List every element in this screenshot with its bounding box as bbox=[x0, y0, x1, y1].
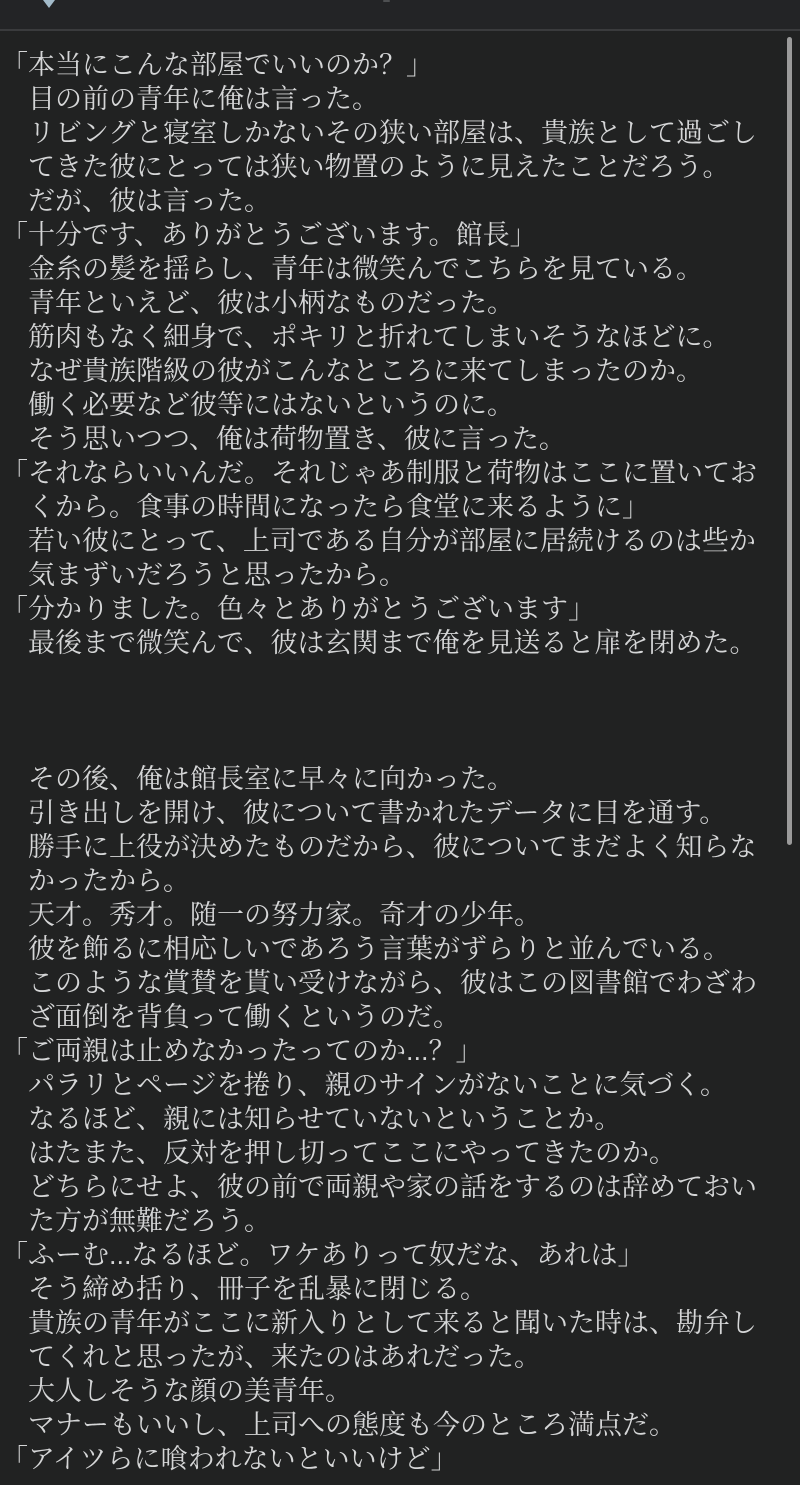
text-line: 「本当にこんな部屋でいいのか？」 bbox=[1, 50, 433, 80]
text-line: 大人しそうな顔の美青年。 bbox=[28, 1376, 352, 1406]
text-line: 働く必要など彼等にはないというのに。 bbox=[28, 390, 514, 420]
text-line: パラリとページを捲り、親のサインがないことに気づく。 bbox=[28, 1070, 728, 1100]
text-line: どちらにせよ、彼の前で両親や家の話をするのは辞めておいた方が無難だろう。 bbox=[28, 1172, 757, 1236]
scrollbar-thumb[interactable] bbox=[787, 37, 792, 845]
text-line: リビングと寝室しかないその狭い部屋は、貴族として過ごしてきた彼にとっては狭い物置のように見えたことだろう。 bbox=[28, 118, 757, 182]
text-line: 天才。秀才。随一の努力家。奇才の少年。 bbox=[28, 900, 541, 930]
text-line: 「分かりました。色々とありがとうございます」 bbox=[1, 594, 595, 624]
text-line: 「ふーむ...なるほど。ワケありって奴だな、あれは」 bbox=[1, 1240, 645, 1270]
text-line: 若い彼にとって、上司である自分が部屋に居続けるのは些か気まずいだろうと思ったから。 bbox=[28, 526, 756, 590]
text-line: その後、俺は館長室に早々に向かった。 bbox=[28, 764, 514, 794]
text-line: 「十分です、ありがとうございます。館長」 bbox=[1, 220, 537, 250]
text-line: 引き出しを開け、彼について書かれたデータに目を通す。 bbox=[28, 798, 727, 828]
text-line: 青年といえど、彼は小柄なものだった。 bbox=[28, 288, 514, 318]
blank-line bbox=[28, 660, 757, 694]
text-line: 「ご両親は止めなかったってのか...？」 bbox=[1, 1036, 483, 1066]
novel-reader-page[interactable] bbox=[0, 33, 800, 1485]
text-line: 目の前の青年に俺は言った。 bbox=[28, 84, 379, 114]
text-line: 「それならいいんだ。それじゃあ制服と荷物はここに置いておくから。食事の時間になったら食堂に来るように」 bbox=[1, 458, 757, 522]
text-line: このような賞賛を貰い受けながら、彼はこの図書館でわざわざ面倒を背負って働くというのだ。 bbox=[28, 968, 757, 1032]
cutoff-toolbar-icon bbox=[383, 0, 390, 2]
text-line: 彼を飾るに相応しいであろう言葉がずらりと並んでいる。 bbox=[28, 934, 730, 964]
text-line: 「アイツらに喰われないといいけど」 bbox=[1, 1444, 458, 1474]
text-line: 筋肉もなく細身で、ポキリと折れてしまいそうなほどに。 bbox=[28, 322, 730, 352]
scrollbar-track[interactable] bbox=[786, 0, 800, 1485]
text-line: マナーもいいし、上司への態度も今のところ満点だ。 bbox=[28, 1410, 676, 1440]
text-line: なるほど、親には知らせていないということか。 bbox=[28, 1104, 622, 1134]
text-line: そう締め括り、冊子を乱暴に閉じる。 bbox=[28, 1274, 487, 1304]
text-line: 金糸の髪を揺らし、青年は微笑んでこちらを見ている。 bbox=[28, 254, 703, 284]
text-line: 貴族の青年がここに新入りとして来ると聞いた時は、勘弁してくれと思ったが、来たのはあれだった。 bbox=[28, 1308, 757, 1372]
text-line: だが、彼は言った。 bbox=[28, 186, 271, 216]
top-toolbar bbox=[0, 0, 800, 31]
blank-line bbox=[28, 728, 757, 762]
text-line: はたまた、反対を押し切ってここにやってきたのか。 bbox=[28, 1138, 676, 1168]
text-line: 勝手に上役が決めたものだから、彼についてまだよく知らなかったから。 bbox=[28, 832, 757, 896]
blank-line bbox=[28, 694, 757, 728]
novel-text bbox=[1, 48, 757, 1476]
caret-down-icon[interactable] bbox=[43, 0, 55, 8]
text-line: 最後まで微笑んで、彼は玄関まで俺を見送ると扉を閉めた。 bbox=[28, 628, 757, 658]
text-line: なぜ貴族階級の彼がこんなところに来てしまったのか。 bbox=[28, 356, 703, 386]
text-line: そう思いつつ、俺は荷物置き、彼に言った。 bbox=[28, 424, 566, 454]
